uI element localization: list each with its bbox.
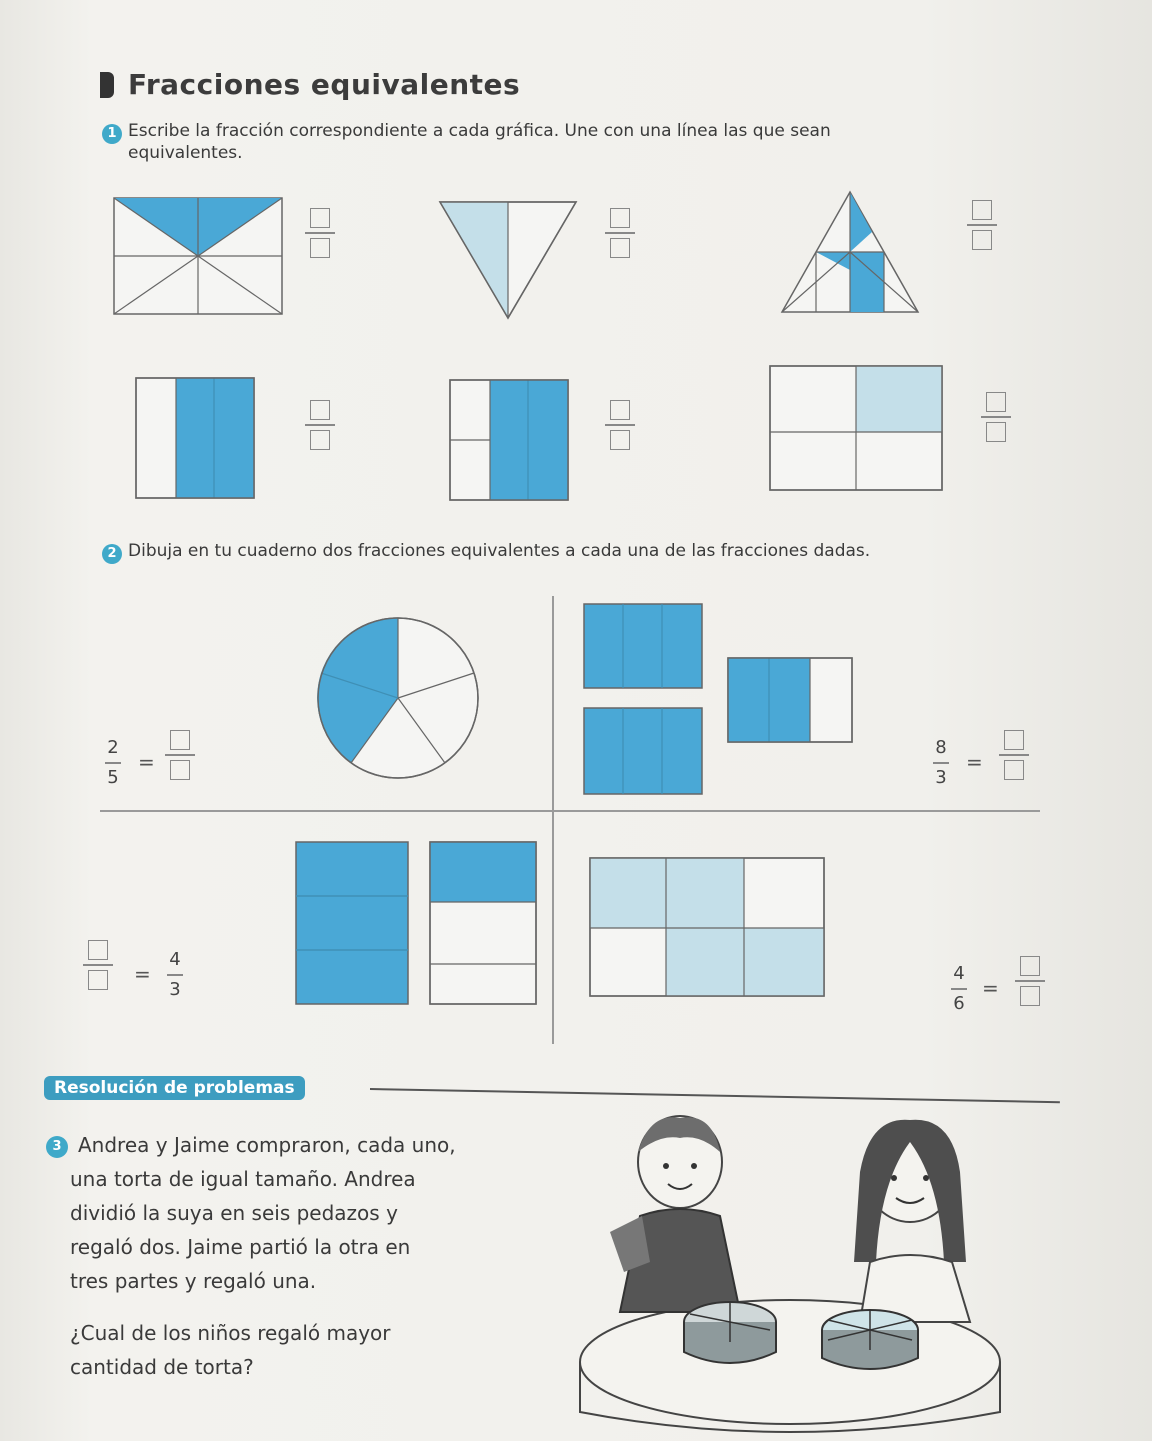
grid-horizontal-divider [100, 810, 1040, 812]
equals-sign: = [138, 750, 155, 774]
problem-line-1: Andrea y Jaime compraron, cada uno, [78, 1133, 456, 1157]
exercise-3-number: 3 [46, 1136, 68, 1158]
triangle-pieces-figure [782, 190, 922, 316]
answer-fraction-3[interactable] [962, 200, 1002, 250]
inverted-triangle-figure [440, 198, 580, 322]
equals-sign: = [966, 750, 983, 774]
thirds-rectangles-figure [584, 604, 856, 796]
answer-fraction-4[interactable] [300, 400, 340, 450]
rectangle-sixths-figure [450, 378, 572, 504]
question-line-1: ¿Cual de los niños regaló mayor [70, 1321, 391, 1345]
equals-sign: = [982, 976, 999, 1000]
answer-fraction-1[interactable] [300, 208, 340, 258]
given-fraction-8-3: 8 3 [926, 738, 956, 788]
exercise-1-instruction: Escribe la fracción correspondiente a cada gráfica. Une con una línea las que sean equivalentes. [128, 121, 831, 163]
given-fraction-2-5: 2 5 [98, 738, 128, 788]
given-fraction-4-3: 4 3 [160, 950, 190, 1000]
grid-vertical-divider [552, 596, 554, 1044]
rectangle-triangles-figure [114, 198, 284, 318]
exercise-1-number: 1 [102, 124, 122, 144]
problem-line-2: una torta de igual tamaño. Andrea [70, 1167, 416, 1191]
children-cakes-illustration [580, 1112, 1000, 1441]
stacked-thirds-figure [296, 842, 540, 1006]
grid-sixths-figure [590, 858, 828, 1000]
pie-chart-fifths [316, 616, 482, 782]
rectangle-quarters-figure [770, 366, 946, 494]
answer-fraction-4-6[interactable] [1010, 956, 1050, 1006]
answer-fraction-8-3[interactable] [994, 730, 1034, 780]
equals-sign: = [134, 962, 151, 986]
answer-fraction-6[interactable] [976, 392, 1016, 442]
problems-banner: Resolución de problemas [44, 1076, 305, 1100]
title-marker [100, 72, 114, 98]
answer-fraction-2-5[interactable] [160, 730, 200, 780]
problem-line-4: regaló dos. Jaime partió la otra en [70, 1235, 411, 1259]
banner-rule [370, 1088, 1060, 1103]
rectangle-thirds-figure [136, 378, 258, 502]
exercise-2-instruction: Dibuja en tu cuaderno dos fracciones equivalentes a cada una de las fracciones dadas. [128, 541, 871, 561]
exercise-2-number: 2 [102, 544, 122, 564]
answer-fraction-5[interactable] [600, 400, 640, 450]
answer-fraction-2[interactable] [600, 208, 640, 258]
problem-line-5: tres partes y regaló una. [70, 1269, 317, 1293]
page-title: Fracciones equivalentes [128, 68, 521, 101]
question-line-2: cantidad de torta? [70, 1355, 254, 1379]
given-fraction-4-6: 4 6 [944, 964, 974, 1014]
answer-fraction-4-3[interactable] [78, 940, 118, 990]
problem-line-3: dividió la suya en seis pedazos y [70, 1201, 398, 1225]
